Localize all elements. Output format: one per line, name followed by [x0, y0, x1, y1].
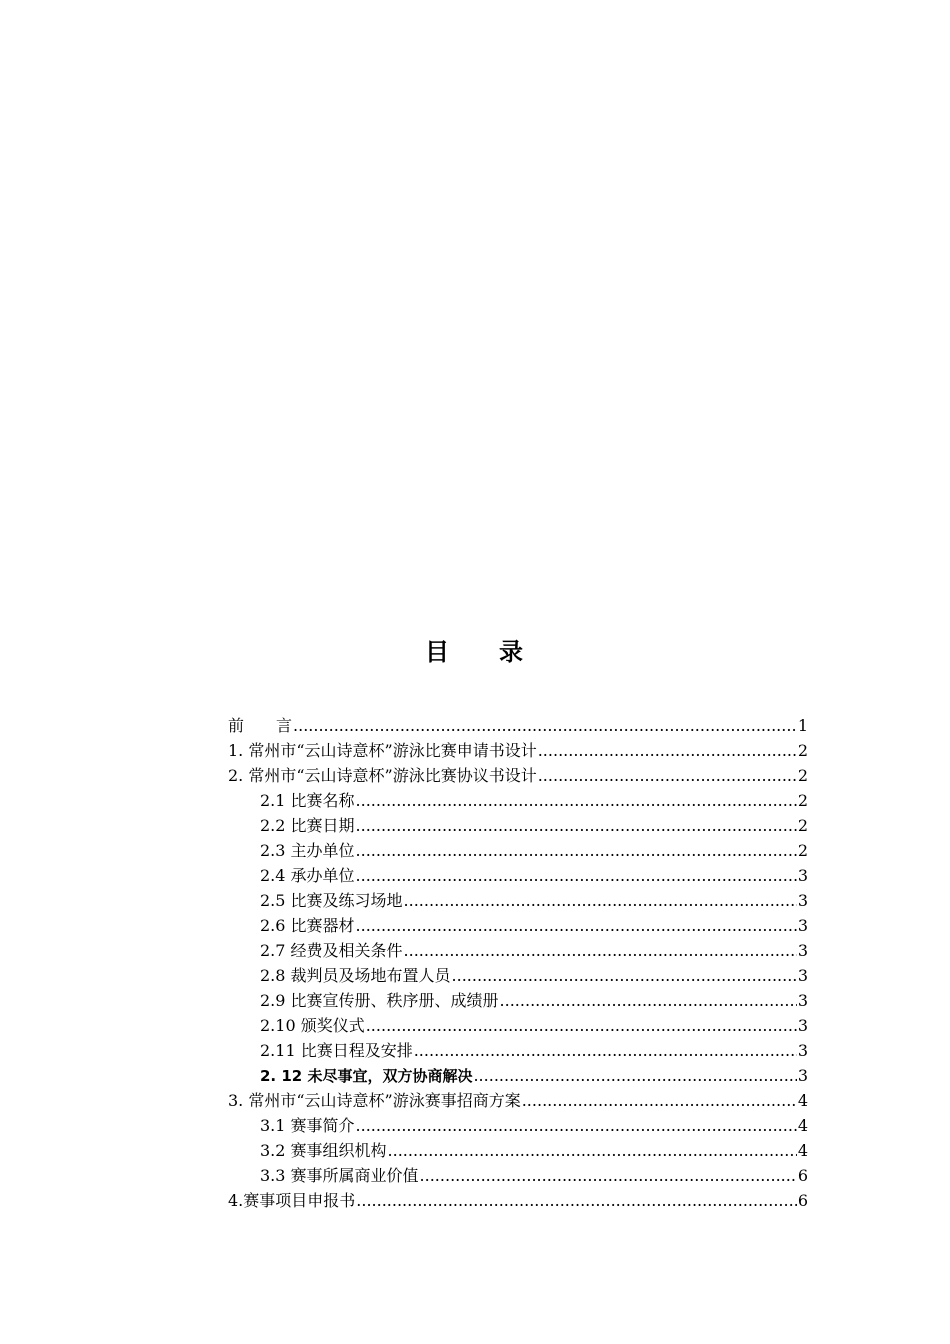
toc-entry-page: 4	[797, 1091, 808, 1110]
toc-heading	[0, 632, 950, 667]
toc-entry-label: 2.10 颁奖仪式	[260, 1016, 365, 1035]
toc-entry-2-9[interactable]	[228, 988, 808, 1013]
toc-entry-label: 2.2 比赛日期	[260, 816, 355, 835]
toc-leader	[356, 1188, 797, 1213]
toc-entry-label: 2.7 经费及相关条件	[260, 941, 403, 960]
toc-entry-label: 2.5 比赛及练习场地	[260, 891, 403, 910]
toc-entry-label: 4.赛事项目申报书	[228, 1191, 356, 1210]
toc-entry-2-6[interactable]	[228, 913, 808, 938]
toc-entry-2-4[interactable]	[228, 863, 808, 888]
toc-entry-label: 3.3 赛事所属商业价值	[260, 1166, 419, 1185]
table-of-contents	[228, 713, 808, 1213]
toc-entry-2-11[interactable]	[228, 1038, 808, 1063]
toc-entry-3-2[interactable]	[228, 1138, 808, 1163]
toc-leader	[404, 938, 797, 963]
toc-leader	[420, 1163, 797, 1188]
toc-entry-preface[interactable]	[228, 713, 808, 738]
toc-entry-3-1[interactable]	[228, 1113, 808, 1138]
toc-leader	[404, 888, 797, 913]
toc-leader	[388, 1138, 797, 1163]
toc-heading-char-1: 目	[425, 638, 451, 666]
toc-entry-page: 3	[797, 916, 808, 935]
toc-entry-page: 2	[797, 766, 808, 785]
toc-entry-page: 2	[797, 741, 808, 760]
toc-entry-2-2[interactable]	[228, 813, 808, 838]
toc-entry-2-5[interactable]	[228, 888, 808, 913]
toc-entry-2-8[interactable]	[228, 963, 808, 988]
toc-entry-3-3[interactable]	[228, 1163, 808, 1188]
toc-leader	[356, 788, 797, 813]
toc-leader	[538, 763, 797, 788]
toc-leader	[522, 1088, 797, 1113]
toc-entry-page: 3	[797, 941, 808, 960]
toc-heading-char-2: 录	[499, 638, 525, 666]
toc-entry-page: 4	[797, 1116, 808, 1135]
toc-entry-2-1[interactable]	[228, 788, 808, 813]
toc-entry-label: 1. 常州市“云山诗意杯”游泳比赛申请书设计	[228, 741, 537, 760]
toc-entry-label: 2.8 裁判员及场地布置人员	[260, 966, 451, 985]
toc-entry-page: 1	[797, 716, 808, 735]
toc-entry-4[interactable]	[228, 1188, 808, 1213]
toc-entry-label: 2.1 比赛名称	[260, 791, 355, 810]
toc-leader	[356, 838, 797, 863]
toc-entry-label: 2.11 比赛日程及安排	[260, 1041, 413, 1060]
toc-leader	[452, 963, 797, 988]
toc-leader	[293, 713, 797, 738]
toc-entry-page: 6	[797, 1166, 808, 1185]
toc-entry-2[interactable]	[228, 763, 808, 788]
toc-leader	[356, 813, 797, 838]
toc-leader	[473, 1063, 796, 1088]
toc-leader	[356, 1113, 797, 1138]
toc-entry-page: 2	[797, 791, 808, 810]
toc-leader	[414, 1038, 797, 1063]
toc-entry-label: 2.4 承办单位	[260, 866, 355, 885]
toc-entry-page: 3	[797, 1016, 808, 1035]
toc-entry-label: 3.1 赛事简介	[260, 1116, 355, 1135]
toc-entry-2-3[interactable]	[228, 838, 808, 863]
toc-leader	[538, 738, 797, 763]
toc-entry-page: 2	[797, 841, 808, 860]
toc-leader	[356, 913, 797, 938]
toc-entry-label: 3. 常州市“云山诗意杯”游泳赛事招商方案	[228, 1091, 521, 1110]
toc-entry-label: 2.9 比赛宣传册、秩序册、成绩册	[260, 991, 499, 1010]
toc-entry-page: 3	[797, 866, 808, 885]
toc-entry-1[interactable]	[228, 738, 808, 763]
toc-entry-label: 2. 常州市“云山诗意杯”游泳比赛协议书设计	[228, 766, 537, 785]
toc-leader	[500, 988, 797, 1013]
toc-entry-2-7[interactable]	[228, 938, 808, 963]
toc-leader	[366, 1013, 797, 1038]
toc-entry-page: 4	[797, 1141, 808, 1160]
toc-entry-2-10[interactable]	[228, 1013, 808, 1038]
toc-entry-2-12[interactable]	[228, 1063, 808, 1088]
toc-entry-page: 3	[797, 966, 808, 985]
toc-entry-page: 6	[797, 1191, 808, 1210]
toc-entry-page: 3	[797, 891, 808, 910]
toc-entry-label: 3.2 赛事组织机构	[260, 1141, 387, 1160]
toc-entry-page: 3	[797, 1041, 808, 1060]
toc-entry-label: 前 言	[228, 716, 293, 735]
toc-entry-label: 2.6 比赛器材	[260, 916, 355, 935]
toc-entry-page: 3	[797, 991, 808, 1010]
toc-entry-page: 3	[797, 1066, 808, 1085]
toc-entry-label: 2.3 主办单位	[260, 841, 355, 860]
toc-leader	[356, 863, 797, 888]
toc-entry-3[interactable]	[228, 1088, 808, 1113]
toc-entry-label: 2. 12 未尽事宜，双方协商解决	[260, 1067, 473, 1085]
toc-entry-page: 2	[797, 816, 808, 835]
